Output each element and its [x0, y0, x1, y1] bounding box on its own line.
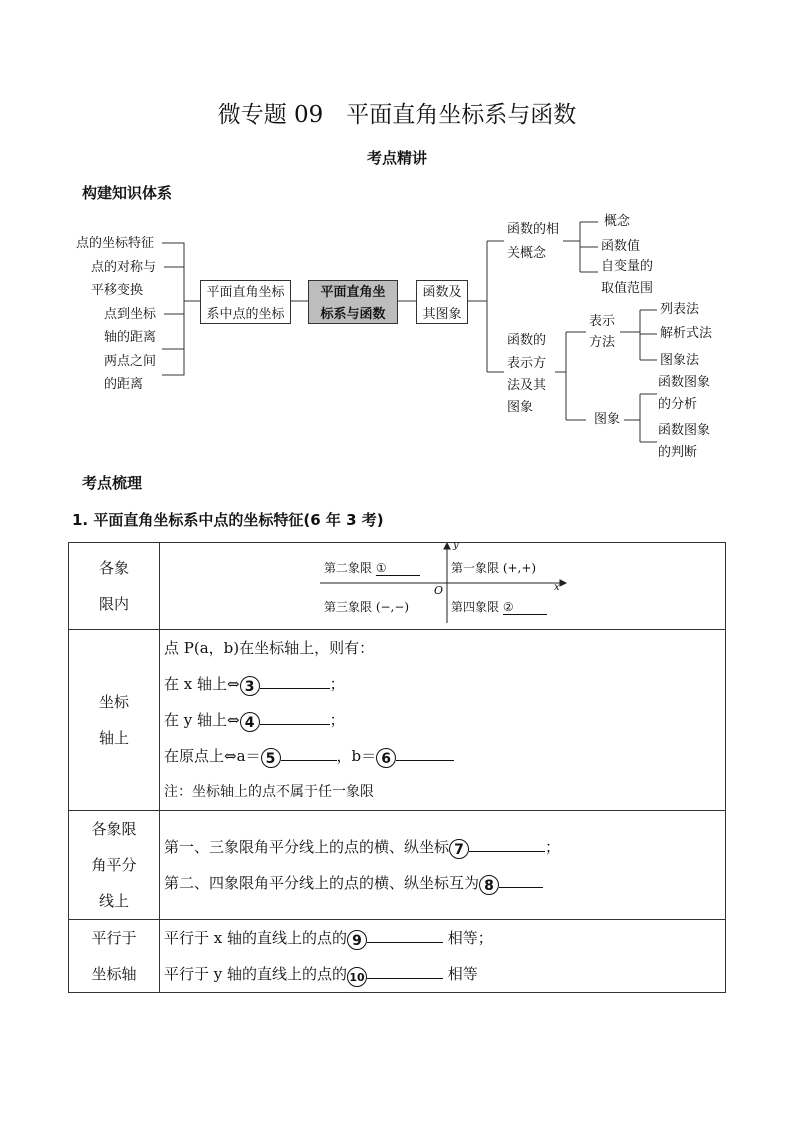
blank-number-5: 5 — [261, 748, 281, 768]
diagram-rep-method-2: 方法 — [589, 335, 616, 350]
blank-number-10: 10 — [347, 967, 367, 987]
blank-number-7: 7 — [449, 839, 469, 859]
origin-line — [164, 738, 725, 774]
origin-label: O — [434, 584, 444, 597]
blank-number-4: 4 — [240, 712, 260, 732]
box-line: 平面直角坐 — [320, 285, 386, 300]
page-title: 微专题 09 平面直角坐标系与函数 — [217, 102, 577, 128]
blank-number-9: 9 — [347, 930, 367, 950]
coordinate-features-table — [68, 542, 726, 993]
diagram-box-function-graph — [416, 280, 468, 324]
row-label-quadrants — [69, 543, 160, 630]
table-row-axes — [69, 630, 726, 811]
diagram-branch-related-concepts-1: 函数的相 — [507, 222, 560, 237]
diagram-item-axis-distance-1: 点到坐标 — [104, 307, 157, 322]
blank-9 — [367, 926, 443, 943]
table-row-bisectors — [69, 811, 726, 920]
diagram-branch-representation-4: 图象 — [507, 400, 534, 415]
equal-text-1: 相等； — [447, 929, 493, 947]
label-line: 各象限 — [91, 820, 137, 838]
diagram-item-formula-method: 解析式法 — [660, 326, 713, 341]
quadrant-4-label: 第四象限 — [451, 600, 500, 614]
label-line: 平行于 — [91, 929, 137, 947]
row-label-parallel — [69, 920, 160, 993]
quadrant-3: 第三象限 (−,−) — [324, 600, 410, 614]
blank-number-8: 8 — [479, 875, 499, 895]
diagram-item-graph-judgement-2: 的判断 — [658, 445, 698, 460]
diagram-box-point-coordinates — [200, 280, 291, 324]
row-label-bisectors — [69, 811, 160, 920]
label-line: 坐标 — [98, 693, 129, 711]
diagram-item-symmetry-2: 平移变换 — [91, 283, 144, 298]
bisectors-content — [160, 811, 726, 920]
blank-number-6: 6 — [376, 748, 396, 768]
section-heading-knowledge-system: 构建知识体系 — [82, 184, 173, 202]
diagram-item-symmetry-1: 点的对称与 — [91, 260, 157, 275]
box-line: 其图象 — [422, 307, 462, 322]
quadrant-4-blank — [503, 600, 547, 615]
blank-8 — [499, 871, 543, 888]
diagram-item-graph-analysis-2: 的分析 — [658, 397, 698, 412]
diagram-item-axis-distance-2: 轴的距离 — [104, 330, 157, 345]
diagram-item-graph-method: 图象法 — [660, 353, 700, 368]
blank-5 — [281, 744, 337, 761]
b-equals-text: ，b＝ — [336, 747, 377, 765]
bisector-text-2: 第二、四象限角平分线上的点的横、纵坐标互为 — [164, 874, 480, 892]
quadrant-2-label: 第二象限 — [324, 561, 373, 575]
diagram-item-graph-judgement-1: 函数图象 — [658, 423, 711, 438]
section-heading-review: 考点梳理 — [82, 474, 143, 492]
label-line: 角平分 — [91, 856, 137, 874]
quadrant-4 — [451, 598, 547, 615]
diagram-branch-representation-2: 表示方 — [507, 356, 547, 371]
diagram-rep-method-1: 表示 — [589, 314, 616, 329]
diagram-item-domain-2: 取值范围 — [601, 281, 654, 296]
y-axis-label: y — [453, 540, 459, 551]
blank-number-1: ① — [375, 561, 387, 575]
equal-text-2: 相等 — [447, 965, 478, 983]
bisector-line-1 — [164, 829, 725, 865]
label-line: 轴上 — [98, 729, 129, 747]
blank-10 — [367, 962, 443, 979]
blank-number-2: ② — [502, 600, 514, 614]
axes-content — [160, 630, 726, 811]
diagram-item-function-value: 函数值 — [601, 239, 641, 254]
diagram-item-table-method: 列表法 — [660, 302, 700, 317]
box-line: 系中点的坐标 — [206, 307, 285, 322]
label-line: 线上 — [98, 892, 129, 910]
blank-number-3: 3 — [240, 676, 260, 696]
diagram-branch-representation-1: 函数的 — [507, 333, 547, 348]
semicolon: ； — [545, 838, 561, 856]
x-axis-label: x — [554, 582, 560, 593]
topic-heading-1: 1. 平面直角坐标系中点的坐标特征(6 年 3 考) — [72, 511, 384, 529]
diagram-branch-representation-3: 法及其 — [507, 378, 547, 393]
row-label-axes — [69, 630, 160, 811]
x-axis-text: 在 x 轴上⇔ — [164, 675, 240, 693]
box-line: 标系与函数 — [320, 307, 386, 322]
page-subtitle: 考点精讲 — [366, 149, 427, 167]
diagram-item-two-point-distance-1: 两点之间 — [104, 354, 157, 369]
blank-7 — [469, 835, 545, 852]
parallel-text-1: 平行于 x 轴的直线上的点的 — [164, 929, 347, 947]
diagram-branch-related-concepts-2: 关概念 — [507, 246, 547, 261]
diagram-item-graph-analysis-1: 函数图象 — [658, 375, 711, 390]
label-line: 限内 — [98, 595, 129, 613]
blank-4 — [260, 708, 330, 725]
axes-note: 注：坐标轴上的点不属于任一象限 — [164, 784, 374, 800]
parallel-content — [160, 920, 726, 993]
label-line: 各象 — [98, 559, 129, 577]
box-line: 函数及 — [422, 285, 462, 300]
origin-text: 在原点上⇔a＝ — [164, 747, 261, 765]
semicolon: ； — [329, 711, 345, 729]
parallel-line-1 — [164, 920, 725, 956]
table-row-quadrants — [69, 543, 726, 630]
diagram-item-concept: 概念 — [604, 214, 631, 229]
diagram-item-two-point-distance-2: 的距离 — [104, 377, 144, 392]
diagram-item-domain-1: 自变量的 — [601, 259, 654, 274]
diagram-item-coordinate-features: 点的坐标特征 — [76, 236, 155, 251]
quadrant-2 — [324, 559, 420, 576]
parallel-line-2 — [164, 956, 725, 992]
diagram-graph: 图象 — [594, 412, 621, 427]
semicolon: ； — [329, 675, 345, 693]
box-line: 平面直角坐标 — [206, 285, 285, 300]
bisector-text-1: 第一、三象限角平分线上的点的横、纵坐标 — [164, 838, 450, 856]
quadrant-diagram-cell — [160, 540, 726, 630]
label-line: 坐标轴 — [91, 965, 137, 983]
parallel-text-2: 平行于 y 轴的直线上的点的 — [164, 965, 348, 983]
bisector-line-2 — [164, 865, 725, 901]
x-axis-line — [164, 666, 725, 702]
diagram-box-center-topic — [308, 280, 398, 324]
y-axis-text: 在 y 轴上⇔ — [164, 711, 240, 729]
blank-6 — [396, 744, 454, 761]
blank-3 — [260, 672, 330, 689]
table-row-parallel — [69, 920, 726, 993]
axes-intro: 点 P(a，b)在坐标轴上，则有： — [164, 639, 375, 657]
quadrant-1: 第一象限 (+,+) — [451, 561, 537, 575]
quadrant-2-blank — [376, 561, 420, 576]
y-axis-line — [164, 702, 725, 738]
